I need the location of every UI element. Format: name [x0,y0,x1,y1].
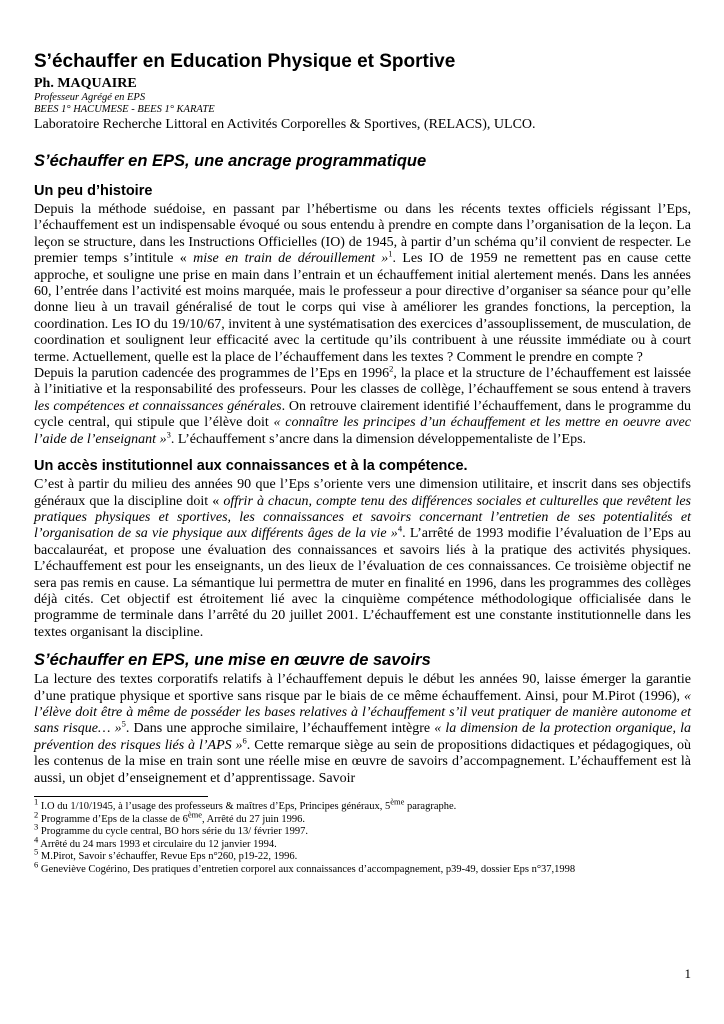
footnote-number: 2 [34,809,39,820]
footnote-ref-2[interactable]: 2 [389,363,394,374]
footnote-ref-6[interactable]: 6 [242,735,247,746]
footnote-ref-5[interactable]: 5 [121,718,126,729]
document-page [34,50,691,877]
quote-run: « la dimension de la protection organique, la prévention des risques liés à l’APS » [34,721,691,753]
text-run: , la place et la structure de l’échauffement est laissée à l’initiative et la responsabilité des professeurs. Pour les classes de collège, l’échauffement se sous entend à travers [34,366,691,398]
footnote-number: 6 [34,859,39,870]
footnote-number: 4 [34,834,39,845]
footnote [34,834,691,852]
section-1-title: S’échauffer en EPS, une ancrage programmatique [34,152,427,170]
footnote-ref-3[interactable]: 3 [166,429,171,440]
footnote-text: Programme du cycle central, BO hors série du 13/ février 1997. [40,826,308,838]
footnote [34,859,691,877]
text-run: . Dans une approche similaire, l’échauffement intègre [125,721,435,737]
footnote [34,821,691,839]
footnote-ref-4[interactable]: 4 [397,523,403,534]
paragraph-history-2 [34,363,691,448]
footnote-number: 5 [34,846,39,857]
footnote-number: 1 [34,796,39,807]
footnote-text: Arrêté du 24 mars 1993 et circulaire du 12 janvier 1994. [40,838,277,850]
author-role: Professeur Agrégé en EPS [34,92,146,103]
quote-run: offrir à chacun, compte tenu des différences sociales et culturelles que revêtent les pratiques physiques et sportives, les connaissances et savoirs concernant l’entretien de ses potentialités et l’organisation de sa vie physique aux différents âges de la vie » [34,493,691,542]
paragraph-institutional [34,477,691,641]
author-credentials: BEES 1° HACUMESE - BEES 1° KARATE [34,104,215,115]
author-name: Ph. MAQUAIRE [34,76,137,91]
footnote-text: Programme d’Eps de la classe de 6 [40,813,188,825]
quote-run: « l’élève doit être à même de posséder les bases relatives à l’échauffement s’il veut pratiquer de manière autonome et sans risque… » [34,688,691,737]
footnote-text: paragraphe. [404,801,457,812]
footnote-sup: ème [390,796,405,807]
footnote-text: Geneviève Cogérino, Des pratiques d’entretien corporel aux connaissances d’accompagnement, p39-49, dossier Eps n°37,1998 [40,863,576,875]
section-2-title: S’échauffer en EPS, une mise en œuvre de savoirs [34,651,431,670]
quote-run: mise en train de dérouillement » [193,251,389,267]
text-run: Depuis la méthode suédoise, en passant par l’hébertisme ou dans les récents textes officiels régissant l’Eps, l’échauffement est un indispensable évoqué ou sous entendu à prendre en compte dans l’organisation de la leçon. La leçon se structure, dans les Instructions Officielles (IO) de 1945, à partir d’un schéma qu’il convient de respecter. Le premier temps s’intitule « [34,202,691,267]
text-run: . L’arrêté de 1993 modifie l’évaluation de l’Eps au baccalauréat, et propose une évaluation des connaissances et savoirs liés à la pratique des activités physiques. L’échauffement est pour les enseignants, un des lieux de l’évaluation de ces connaissances. Ce troisième objectif ne sera pas remis en cause. La sémantique lui permettra de muter en finalité en 1996, dans les programmes des collèges déjà cités. Cet objectif est étroitement lié avec la cinquième compétence méthodologique officialisée dans le programme de terminale dans l’arrêté du 20 juillet 2001. L’échauffement est une constante institutionnelle dans les textes organisant la discipline. [34,526,691,640]
quote-run: « connaître les principes d’un échauffement et les mettre en oeuvre avec l’aide de l’enseignant » [34,415,691,447]
text-run: . L’échauffement s’ancre dans la dimension développementaliste de l’Eps. [170,431,587,447]
subsection-1-title: Un peu d’histoire [34,183,153,199]
paragraph-history-1 [34,202,691,366]
paragraph-savoirs [34,672,691,787]
document-title: S’échauffer en Education Physique et Sportive [34,51,456,72]
text-run: Depuis la parution cadencée des programmes de l’Eps en 1996 [34,366,390,382]
page-number: 1 [684,966,691,981]
footnote-text: M.Pirot, Savoir s’échauffer, Revue Eps n°260, p19-22, 1996. [40,851,298,863]
footnote-text: , Arrêté du 27 juin 1996. [202,813,305,825]
footnote-separator [34,796,208,797]
footnote-ref-1[interactable]: 1 [388,248,393,259]
text-run: C’est à partir du milieu des années 90 que l’Eps s’oriente vers une dimension utilitaire, et inscrit dans ses objectifs généraux que la discipline doit « [34,477,691,509]
text-run: La lecture des textes corporatifs relatifs à l’échauffement depuis le début les années 90, laisse émerger la garantie d’une pratique physique et sportive sans risque par le biais de ce même échauffement. Ainsi, pour M.Pirot (1996), [34,672,691,704]
footnotes [34,796,691,877]
footnote-sup: ème [187,809,203,820]
footnote [34,846,691,864]
text-run: . Les IO de 1959 ne remettent pas en cause cette approche, et souligne une prise en main dans l’entrain et un échauffement initial alertement menés. Dans les années 60, l’entrée dans l’activité est moins marquée, mais le professeur a pour directive d’organiser sa séance pour qu’elle donne lieu à un travail généralisé de tout le corps qui vise à améliorer les grandes fonctions, la perception, la coordination. Les IO du 19/10/67, invitent à une systématisation des exercices d’assouplissement, de musculation, de coordination et soulignent leur efficacité avec la certitude qu’ils contribuent à une réussite immédiate ou à court terme. Actuellement, quelle est la place de l’échauffement dans les textes ? Comment le prendre en compte ? [34,251,692,365]
footnote [34,796,691,814]
text-run: . On retrouve clairement identifié l’échauffement, dans le programme du cycle central, qui stipule que l’élève doit [34,398,691,431]
author-lab: Laboratoire Recherche Littoral en Activités Corporelles & Sportives, (RELACS), ULCO. [34,117,536,132]
text-run: . Cette remarque siège au sein de propositions didactiques et pédagogiques, où les contenus de la mise en train sont une réelle mise en œuvre de savoirs d’accompagnement. L’échauffement est là aussi, un objet d’enseignement et d’apprentissage. Savoir [34,737,691,786]
subsection-2-title: Un accès institutionnel aux connaissances et à la compétence. [34,458,468,475]
footnote [34,809,691,827]
italic-run: les compétences et connaissances générales [34,398,282,414]
footnote-number: 3 [34,821,39,832]
footnote-text: I.O du 1/10/1945, à l’usage des professeurs & maîtres d’Eps, Principes généraux, 5 [40,801,391,812]
